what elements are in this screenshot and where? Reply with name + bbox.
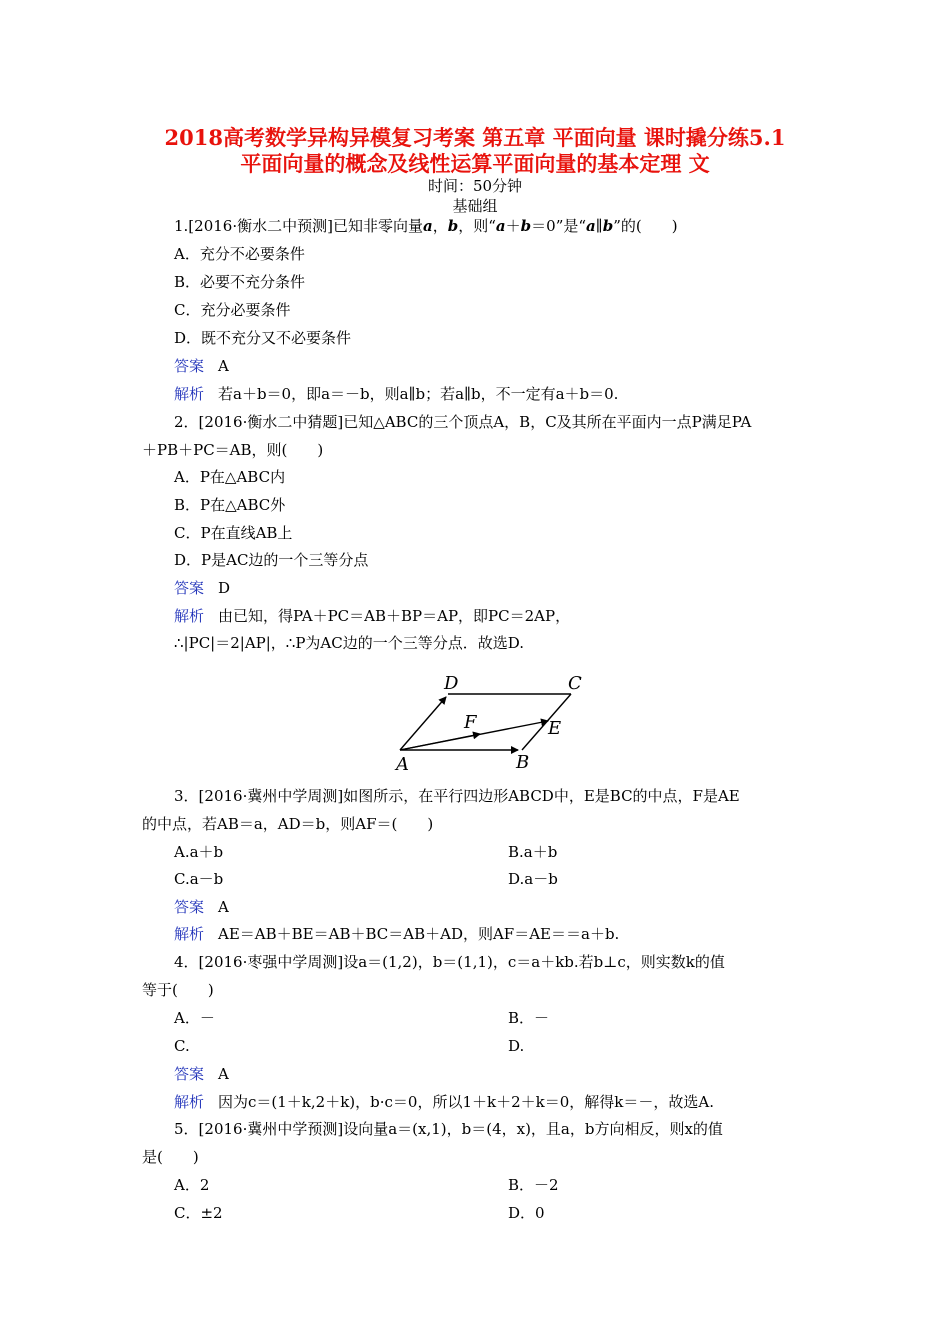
- q1-option-a: A．充分不必要条件: [174, 245, 305, 263]
- q1-option-d: D．既不充分又不必要条件: [174, 329, 352, 347]
- doc-title-line2: 平面向量的概念及线性运算平面向量的基本定理 文: [240, 151, 710, 176]
- q2-option-b: B．P在△ABC外: [174, 496, 286, 514]
- q1-stem: 1.[2016·衡水二中预测]已知非零向量a，b，则“a＋b＝0”是“a∥b”的( ): [174, 217, 678, 235]
- q3-stem-line2: 的中点，若AB＝a，AD＝b，则AF＝( ): [142, 815, 434, 833]
- q3-option-a: A.a＋b: [174, 843, 224, 861]
- q4-answer: 答案 A: [174, 1065, 229, 1083]
- group-heading: 基础组: [452, 197, 498, 215]
- q2-stem-line1: 2．[2016·衡水二中猜题]已知△ABC的三个顶点A，B，C及其所在平面内一点P满足PA: [174, 413, 752, 431]
- q5-option-d: D．0: [508, 1204, 545, 1222]
- q2-analysis-line1: 解析 由已知，得PA＋PC＝AB＋BP＝AP，即PC＝2AP，: [174, 607, 571, 625]
- q3-stem-line1: 3．[2016·冀州中学周测]如图所示，在平行四边形ABCD中，E是BC的中点，F是AE: [174, 787, 740, 805]
- q3-analysis: 解析 AE＝AB＋BE＝AB＋BC＝AB＋AD，则AF＝AE＝＝a＋b.: [174, 925, 620, 943]
- q5-option-a: A．2: [174, 1176, 210, 1194]
- q1-analysis: 解析 若a＋b＝0，即a＝－b，则a∥b；若a∥b，不一定有a＋b＝0.: [174, 385, 619, 403]
- q5-stem-line1: 5．[2016·冀州中学预测]设向量a＝(x,1)，b＝(4，x)，且a，b方向相反，则x的值: [174, 1120, 723, 1138]
- q2-option-d: D．P是AC边的一个三等分点: [174, 551, 369, 569]
- parallelogram-figure: [388, 668, 608, 780]
- q2-option-c: C．P在直线AB上: [174, 524, 293, 542]
- q4-option-c: C.: [174, 1037, 190, 1055]
- q2-analysis-line2: ∴|PC|＝2|AP|，∴P为AC边的一个三等分点．故选D.: [174, 634, 525, 652]
- label-e: E: [548, 718, 562, 739]
- q3-answer: 答案 A: [174, 898, 229, 916]
- label-c: C: [568, 673, 582, 694]
- q4-stem-line1: 4．[2016·枣强中学周测]设a＝(1,2)，b＝(1,1)，c＝a＋kb.若b⊥c，则实数k的值: [174, 953, 725, 971]
- doc-title-line1: 2018高考数学异构异模复习考案 第五章 平面向量 课时撬分练5.1: [164, 125, 786, 150]
- label-a: A: [396, 754, 409, 775]
- q4-option-b: B．－: [508, 1009, 550, 1027]
- label-f: F: [464, 712, 477, 733]
- q4-option-a: A．－: [174, 1009, 215, 1027]
- label-d: D: [444, 673, 459, 694]
- label-b: B: [516, 752, 530, 773]
- q3-option-c: C.a－b: [174, 870, 224, 888]
- q4-analysis: 解析 因为c＝(1＋k,2＋k)，b·c＝0，所以1＋k＋2＋k＝0，解得k＝－，故选A.: [174, 1093, 714, 1111]
- q5-option-c: C．±2: [174, 1204, 223, 1222]
- q3-option-b: B.a＋b: [508, 843, 558, 861]
- q5-option-b: B．－2: [508, 1176, 559, 1194]
- q2-option-a: A．P在△ABC内: [174, 468, 286, 486]
- q2-answer: 答案 D: [174, 579, 231, 597]
- q4-option-d: D.: [508, 1037, 525, 1055]
- q2-stem-line2: ＋PB＋PC＝AB，则( ): [142, 441, 324, 459]
- q1-option-b: B．必要不充分条件: [174, 273, 306, 291]
- q1-option-c: C．充分必要条件: [174, 301, 291, 319]
- q4-stem-line2: 等于( ): [142, 981, 214, 999]
- q3-option-d: D.a－b: [508, 870, 558, 888]
- q5-stem-line2: 是( ): [142, 1148, 199, 1166]
- time-limit: 时间：50分钟: [427, 177, 523, 195]
- q1-answer: 答案 A: [174, 357, 229, 375]
